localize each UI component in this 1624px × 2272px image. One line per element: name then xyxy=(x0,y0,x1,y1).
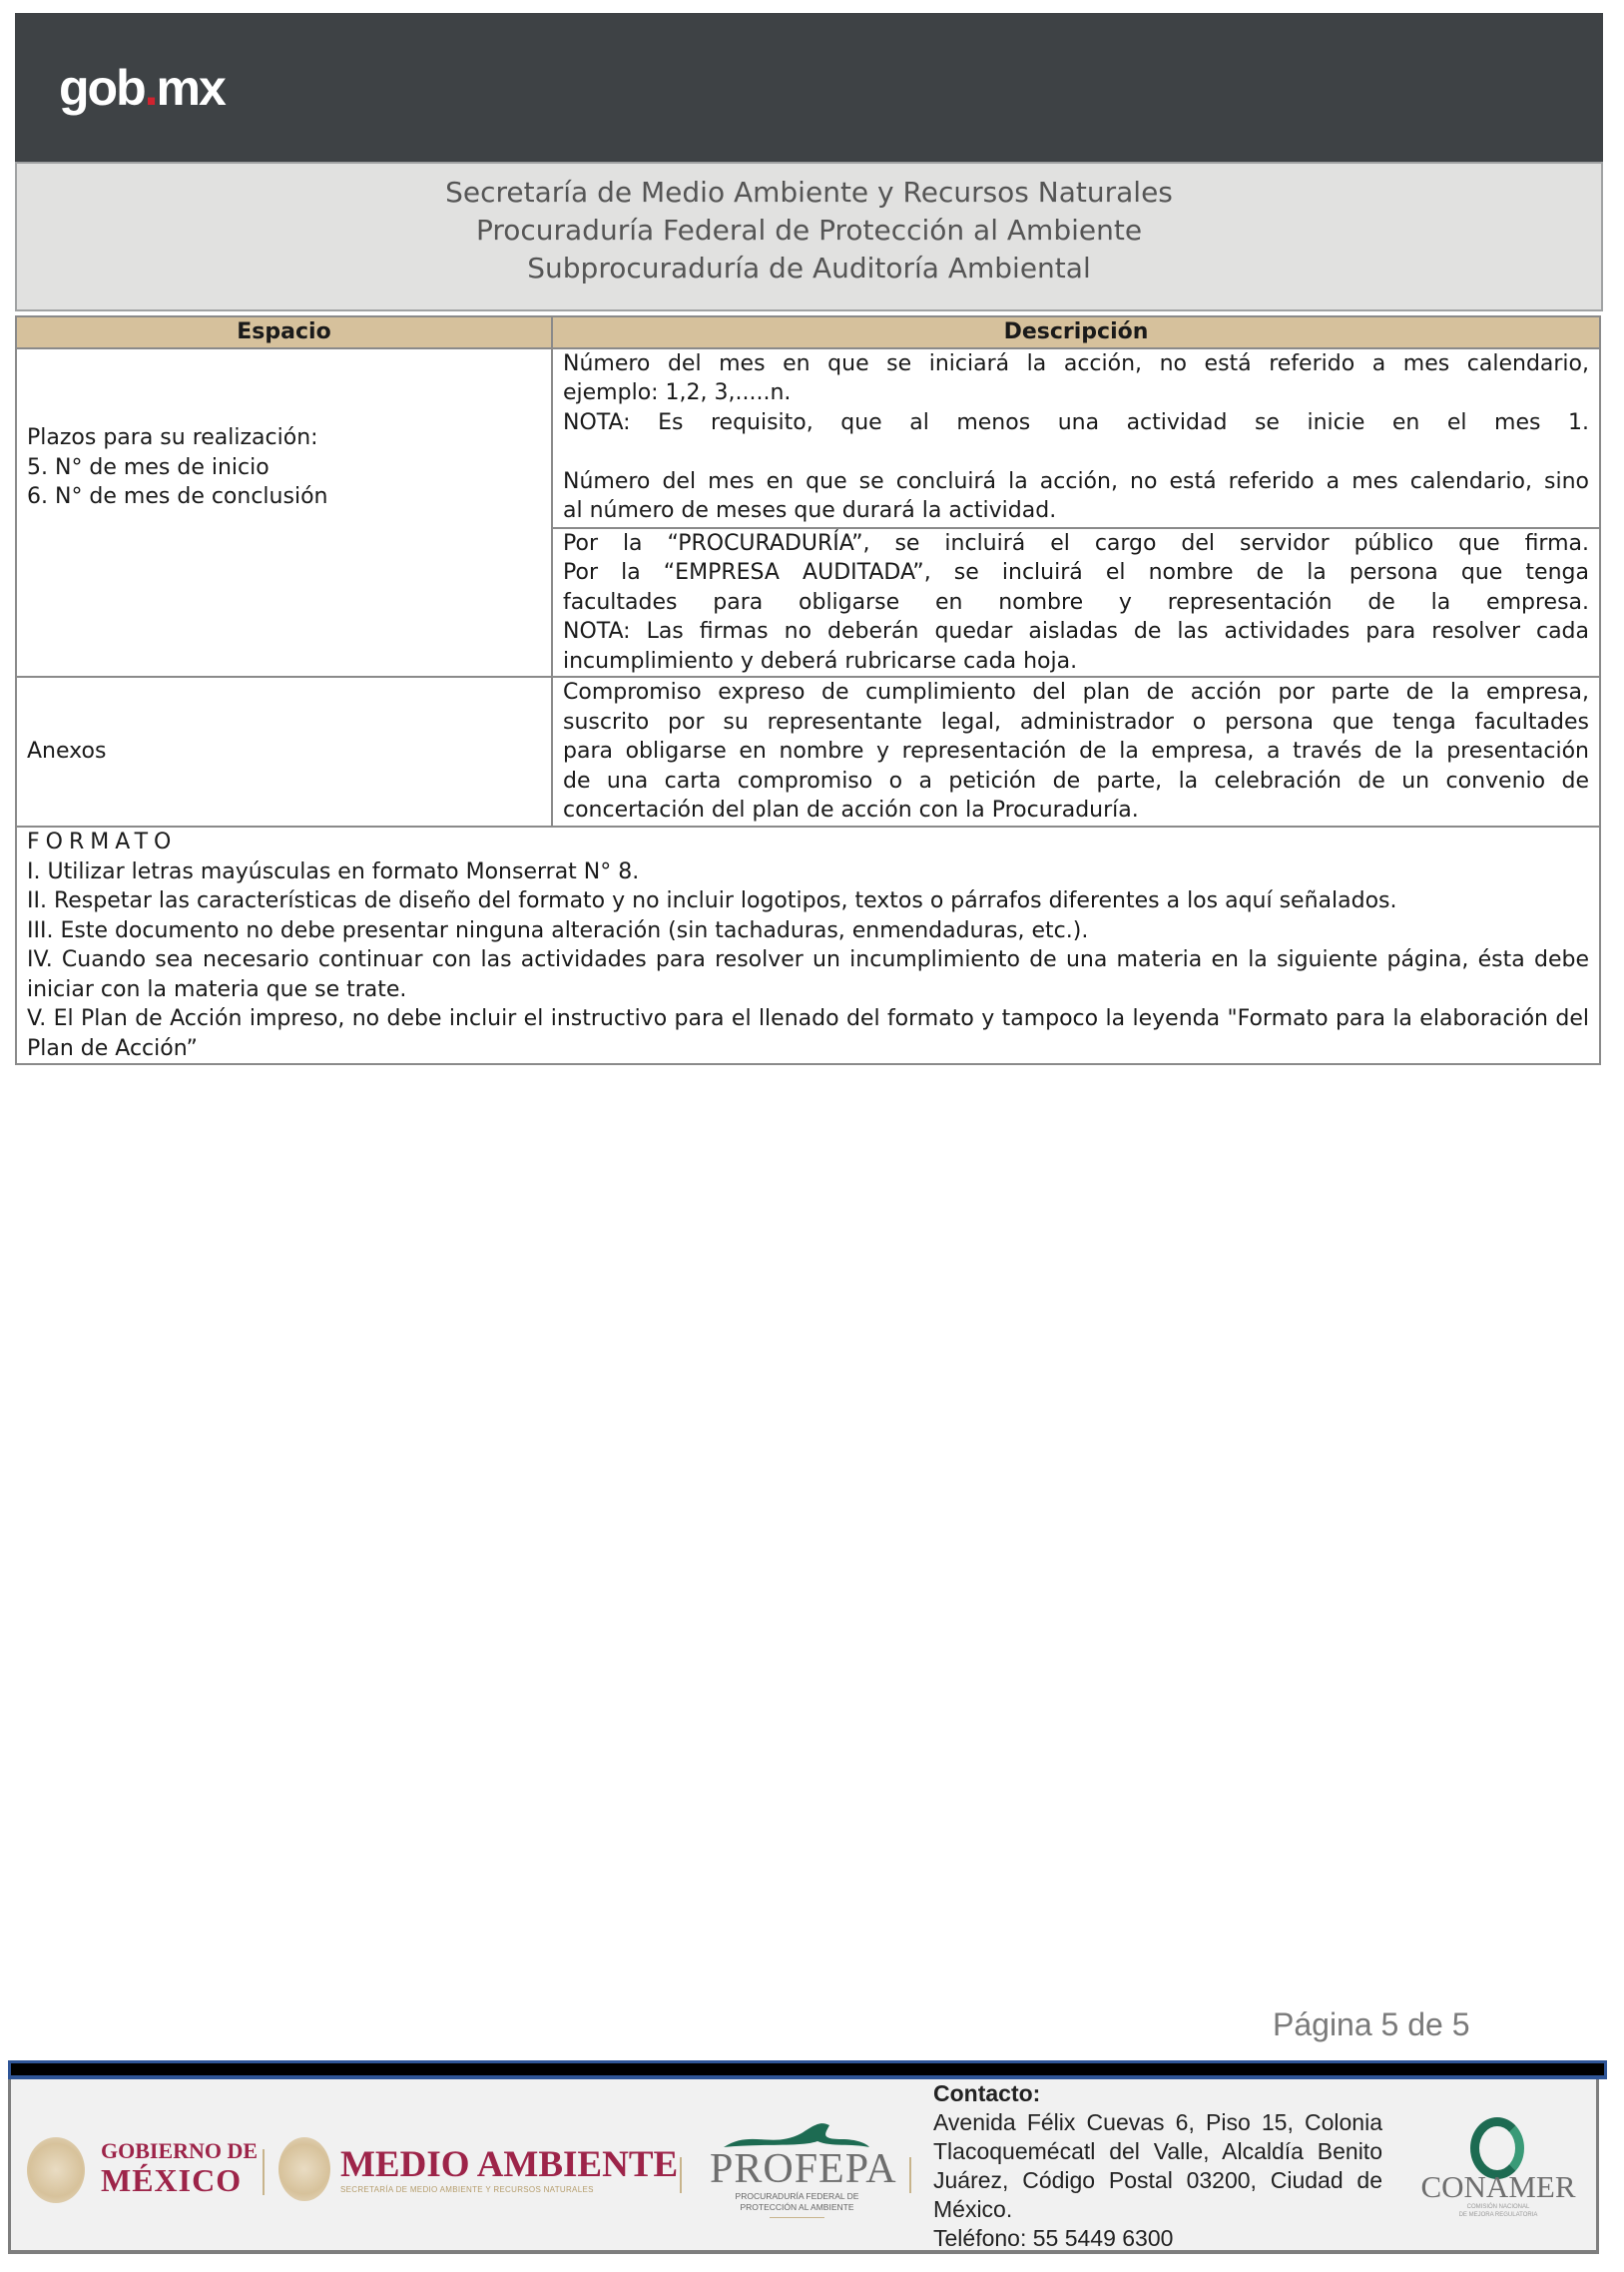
footer-separator xyxy=(909,2157,911,2193)
desc-line: Por la “EMPRESA AUDITADA”, se incluirá el nombre de la persona que tenga xyxy=(563,560,1589,585)
formato-item: V. El Plan de Acción impreso, no debe incluir el instructivo para el llenado del formato y tampoco la leyenda "Formato para la elaboración del Plan de Acción” xyxy=(27,1006,1589,1061)
gobierno-de-mexico-logo: GOBIERNO DE MÉXICO xyxy=(101,2138,259,2198)
desc-line: Por la “PROCURADURÍA”, se incluirá el cargo del servidor público que firma. xyxy=(563,530,1589,556)
footer-divider-bar xyxy=(8,2060,1607,2079)
semarnat-seal-icon xyxy=(278,2137,330,2201)
desc-line: NOTA: Las firmas no deberán quedar aisladas de las actividades para resolver cada xyxy=(563,619,1589,644)
table-row xyxy=(16,677,1600,827)
desc-line: suscrito por su representante legal, administrador o persona que tenga facultades xyxy=(563,709,1589,735)
contact-address: Avenida Félix Cuevas 6, Piso 15, Colonia Tlacoquemécatl del Valle, Alcaldía Benito Juárez, Código Postal 03200, Ciudad de México. xyxy=(933,2109,1382,2222)
footer-contact xyxy=(933,2079,1382,2253)
agency-line-3: Subprocuraduría de Auditoría Ambiental xyxy=(527,252,1091,284)
contact-title: Contacto: xyxy=(933,2080,1041,2106)
desc-line: concertación del plan de acción con la Procuraduría. xyxy=(563,798,1139,823)
formato-notes xyxy=(16,827,1600,1064)
formato-item: II. Respetar las características de diseño del formato y no incluir logotipos, textos o párrafos diferentes a los aquí señalados. xyxy=(27,888,1397,913)
formato-item: IV. Cuando sea necesario continuar con las actividades para resolver un incumplimiento de una materia en la siguiente página, ésta debe iniciar con la materia que se trate. xyxy=(27,947,1589,1002)
table-header-row xyxy=(16,316,1600,348)
descripcion-firmas xyxy=(552,528,1600,678)
column-header-espacio: Espacio xyxy=(16,316,552,348)
desc-line: Compromiso expreso de cumplimiento del plan de acción por parte de la empresa, xyxy=(563,680,1589,705)
contact-phone: Teléfono: 55 5449 6300 xyxy=(933,2225,1174,2251)
conamer-logo: CONAMER COMISIÓN NACIONAL DE MEJORA REGULATORIA xyxy=(1420,2169,1576,2218)
instructions-table xyxy=(15,315,1601,1065)
profepa-underline xyxy=(770,2217,824,2218)
espacio-anexos: Anexos xyxy=(16,677,552,827)
gobmx-logo: gob.mx xyxy=(59,60,225,116)
espacio-line: 6. N° de mes de conclusión xyxy=(27,484,328,509)
agency-title-band xyxy=(15,162,1603,311)
agency-line-1: Secretaría de Medio Ambiente y Recursos Naturales xyxy=(445,176,1173,209)
formato-title: FORMATO xyxy=(27,830,178,854)
page-header xyxy=(15,13,1603,162)
desc-line: de una carta compromiso o a petición de parte, la celebración de un convenio de xyxy=(563,768,1589,794)
espacio-plazos xyxy=(16,348,552,678)
column-header-descripcion: Descripción xyxy=(552,316,1600,348)
formato-row xyxy=(16,827,1600,1064)
formato-item: III. Este documento no debe presentar ninguna alteración (sin tachaduras, enmendaduras, etc.). xyxy=(27,917,1089,943)
page-number: Página 5 de 5 xyxy=(1273,2006,1470,2042)
medio-ambiente-logo: MEDIO AMBIENTE SECRETARÍA DE MEDIO AMBIENTE Y RECURSOS NATURALES xyxy=(340,2144,679,2194)
desc-line: incumplimiento y deberá rubricarse cada hoja. xyxy=(563,648,1078,674)
espacio-line: Plazos para su realización: xyxy=(27,425,318,450)
mexico-seal-icon xyxy=(27,2137,85,2203)
espacio-line: 5. N° de mes de inicio xyxy=(27,454,270,480)
desc-blank-line xyxy=(563,437,1589,467)
desc-line: NOTA: Es requisito, que al menos una actividad se inicie en el mes 1. xyxy=(563,409,1589,435)
profepa-logo: PROFEPA PROCURADURÍA FEDERAL DE PROTECCIÓN AL AMBIENTE xyxy=(710,2147,884,2218)
desc-line: Número del mes en que se iniciará la acción, no está referido a mes calendario, xyxy=(563,350,1589,376)
desc-line: ejemplo: 1,2, 3,.....n. xyxy=(563,380,792,405)
desc-line: para obligarse en nombre y representación de la empresa, a través de la presentación xyxy=(563,739,1589,764)
desc-line: al número de meses que durará la actividad. xyxy=(563,498,1057,523)
formato-item: I. Utilizar letras mayúsculas en formato Monserrat N° 8. xyxy=(27,858,640,884)
profepa-eagle-icon xyxy=(722,2119,871,2149)
desc-line: facultades para obligarse en nombre y representación de la empresa. xyxy=(563,589,1589,615)
table-row xyxy=(16,348,1600,528)
descripcion-plazos-months xyxy=(552,348,1600,528)
footer-separator xyxy=(263,2149,265,2195)
footer-separator xyxy=(680,2157,682,2193)
agency-line-2: Procuraduría Federal de Protección al Ambiente xyxy=(475,214,1143,247)
desc-line: Número del mes en que se concluirá la acción, no está referido a mes calendario, sino xyxy=(563,468,1589,494)
descripcion-anexos xyxy=(552,677,1600,827)
